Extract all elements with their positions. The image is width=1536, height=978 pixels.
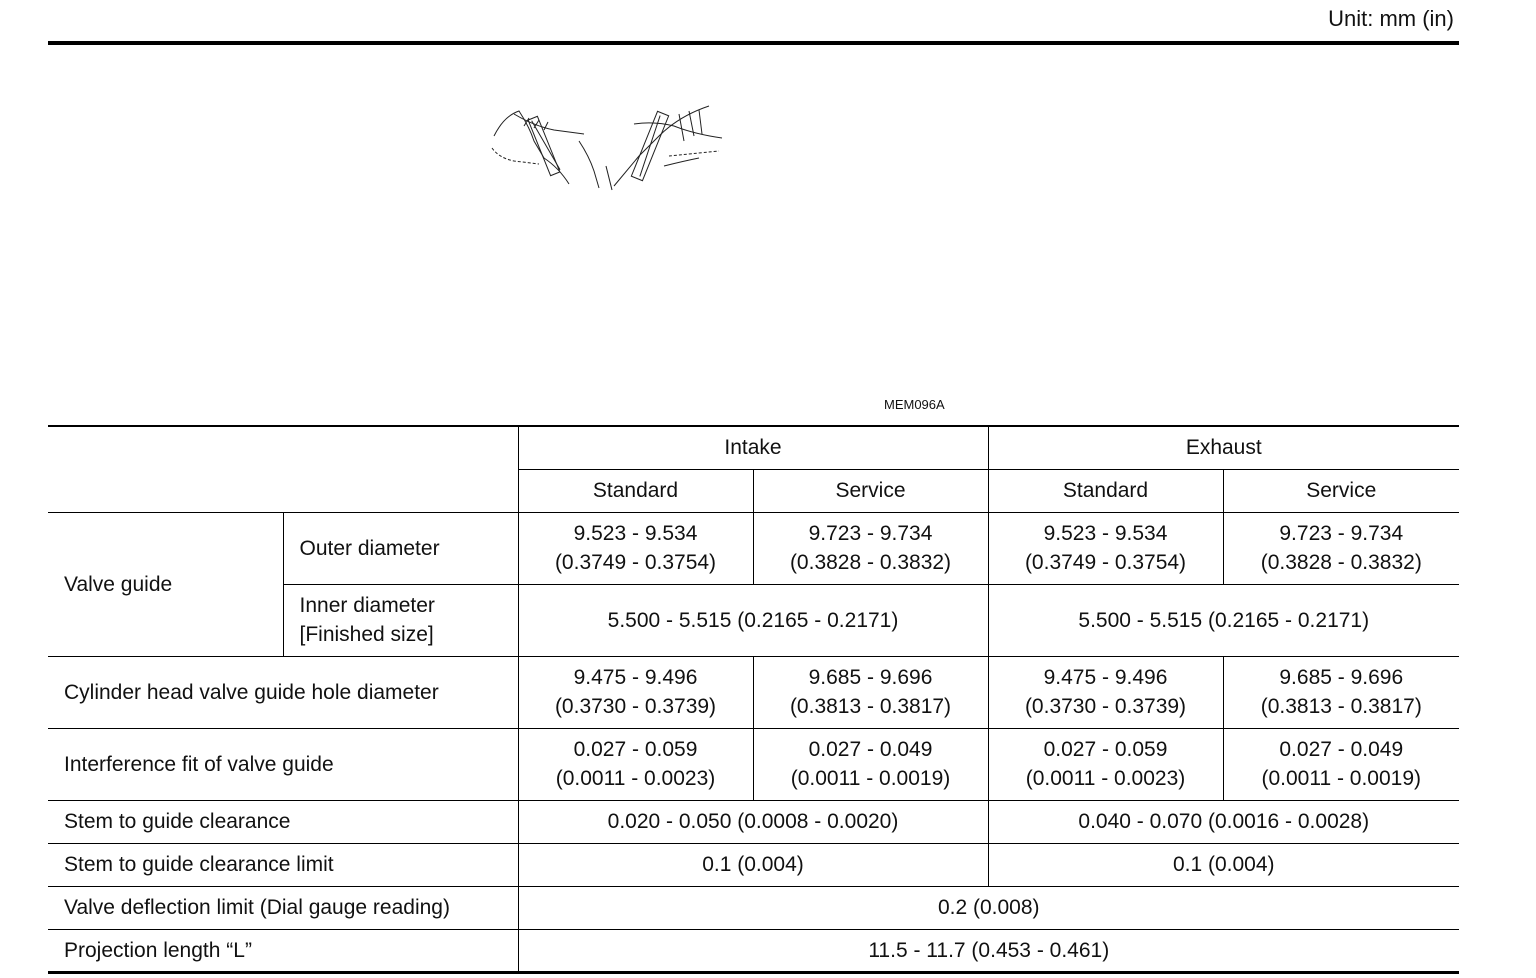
row-hole-diameter [48,656,1459,728]
figure-id: MEM096A [884,397,945,412]
header-intake: Intake [518,426,988,469]
outer-exhaust-service: 9.723 - 9.734 (0.3828 - 0.3832) [1223,512,1459,584]
top-rule [48,41,1459,45]
unit-note: Unit: mm (in) [1328,6,1454,31]
inner-exhaust: 5.500 - 5.515 (0.2165 - 0.2171) [988,584,1459,656]
stem-clearance-exhaust: 0.040 - 0.070 (0.0016 - 0.0028) [988,800,1459,843]
interference-exhaust-service: 0.027 - 0.049 (0.0011 - 0.0019) [1223,728,1459,800]
inner-intake: 5.500 - 5.515 (0.2165 - 0.2171) [518,584,988,656]
hole-intake-service: 9.685 - 9.696 (0.3813 - 0.3817) [753,656,988,728]
header-exhaust-service: Service [1223,469,1459,512]
hole-exhaust-service: 9.685 - 9.696 (0.3813 - 0.3817) [1223,656,1459,728]
interference-intake-standard: 0.027 - 0.059 (0.0011 - 0.0023) [518,728,753,800]
projection-value: 11.5 - 11.7 (0.453 - 0.461) [518,929,1459,972]
header-blank-cell [48,426,518,512]
outer-diameter-label: Outer diameter [283,512,518,584]
deflection-value: 0.2 (0.008) [518,886,1459,929]
stem-limit-exhaust: 0.1 (0.004) [988,843,1459,886]
outer-intake-service: 9.723 - 9.734 (0.3828 - 0.3832) [753,512,988,584]
interference-exhaust-standard: 0.027 - 0.059 (0.0011 - 0.0023) [988,728,1223,800]
header-exhaust-standard: Standard [988,469,1223,512]
row-deflection-limit [48,886,1459,929]
projection-label: Projection length “L” [48,929,518,972]
row-outer-diameter [48,512,1459,584]
hole-diameter-label: Cylinder head valve guide hole diameter [48,656,518,728]
deflection-label: Valve deflection limit (Dial gauge reading) [48,886,518,929]
hole-exhaust-standard: 9.475 - 9.496 (0.3730 - 0.3739) [988,656,1223,728]
interference-label: Interference fit of valve guide [48,728,518,800]
stem-clearance-label: Stem to guide clearance [48,800,518,843]
row-stem-clearance [48,800,1459,843]
header-row-1 [48,426,1459,469]
valve-guide-illustration [484,96,734,196]
valve-guide-label: Valve guide [48,512,283,656]
header-intake-service: Service [753,469,988,512]
interference-intake-service: 0.027 - 0.049 (0.0011 - 0.0019) [753,728,988,800]
row-projection-length [48,929,1459,972]
row-stem-clearance-limit [48,843,1459,886]
row-interference-fit [48,728,1459,800]
stem-limit-intake: 0.1 (0.004) [518,843,988,886]
valve-guide-spec-table [48,425,1459,974]
stem-limit-label: Stem to guide clearance limit [48,843,518,886]
outer-exhaust-standard: 9.523 - 9.534 (0.3749 - 0.3754) [988,512,1223,584]
header-exhaust: Exhaust [988,426,1459,469]
hole-intake-standard: 9.475 - 9.496 (0.3730 - 0.3739) [518,656,753,728]
header-intake-standard: Standard [518,469,753,512]
inner-diameter-label: Inner diameter [Finished size] [283,584,518,656]
stem-clearance-intake: 0.020 - 0.050 (0.0008 - 0.0020) [518,800,988,843]
outer-intake-standard: 9.523 - 9.534 (0.3749 - 0.3754) [518,512,753,584]
